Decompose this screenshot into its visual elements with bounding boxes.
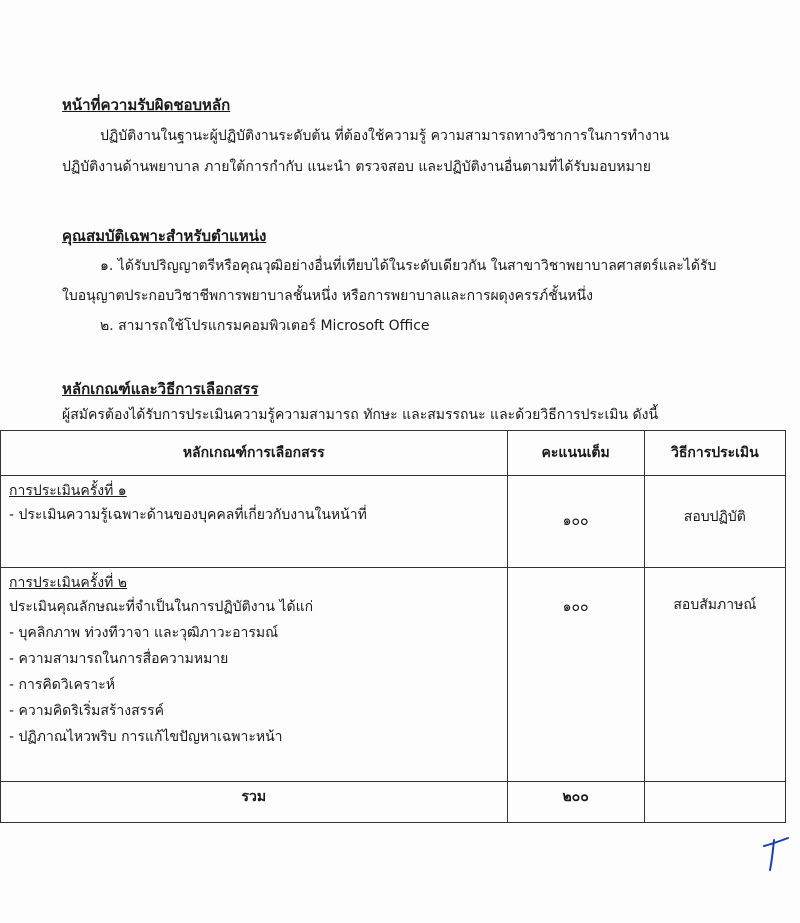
row2-line: - ความคิดริเริ่มสร้างสรรค์ [9,703,165,719]
total-method-empty [644,782,785,823]
header-full-score: คะแนนเต็ม [507,431,644,476]
criteria-intro: ผู้สมัครต้องได้รับการประเมินความรู้ความสามารถ ทักษะ และสมรรถนะ และด้วยวิธีการประเมิน ดังนี้ [62,407,659,423]
duties-heading: หน้าที่ความรับผิดชอบหลัก [62,96,231,114]
row2-score-cell [507,568,644,782]
row2-line: - ความสามารถในการสื่อความหมาย [9,651,229,667]
qualification-1-line-1: ๑. ได้รับปริญญาตรีหรือคุณวุฒิอย่างอื่นที่เทียบได้ในระดับเดียวกัน ในสาขาวิชาพยาบาลศาสตร์และได้รับ [100,258,717,274]
duties-line-2: ปฏิบัติงานด้านพยาบาล ภายใต้การกำกับ แนะนำ ตรวจสอบ และปฏิบัติงานอื่นตามที่ได้รับมอบหมาย [62,159,651,175]
row2-method: สอบสัมภาษณ์ [673,597,757,613]
table-header-row [1,431,786,476]
row1-method: สอบปฏิบัติ [683,509,746,525]
row1-desc: - ประเมินความรู้เฉพาะด้านของบุคคลที่เกี่ยวกับงานในหน้าที่ [9,507,367,523]
row2-line: - บุคลิกภาพ ท่วงทีวาจา และวุฒิภาวะอารมณ์ [9,625,279,641]
row2-method-cell [644,568,785,782]
table-row [1,476,786,568]
header-criteria: หลักเกณฑ์การเลือกสรร [1,431,508,476]
row1-score: ๑๐๐ [562,513,589,529]
criteria-heading: หลักเกณฑ์และวิธีการเลือกสรร [62,380,259,398]
duties-line-1: ปฏิบัติงานในฐานะผู้ปฏิบัติงานระดับต้น ที่ต้องใช้ความรู้ ความสามารถทางวิชาการในการทำงาน [100,128,670,144]
criteria-table [0,430,786,823]
row1-title: การประเมินครั้งที่ ๑ [9,483,127,499]
row2-line: - ปฏิภาณไหวพริบ การแก้ไขปัญหาเฉพาะหน้า [9,729,283,745]
row1-method-cell [644,476,785,568]
row2-score: ๑๐๐ [562,599,589,615]
row1-criteria-cell [1,476,508,568]
header-method: วิธีการประเมิน [644,431,785,476]
row2-line: ประเมินคุณลักษณะที่จำเป็นในการปฏิบัติงาน ได้แก่ [9,599,314,615]
total-label: รวม [1,782,508,823]
signature-mark [760,832,790,872]
total-score: ๒๐๐ [507,782,644,823]
total-row [1,782,786,823]
qualification-2: ๒. สามารถใช้โปรแกรมคอมพิวเตอร์ Microsoft Office [100,318,430,334]
row2-criteria-cell [1,568,508,782]
qualification-1-line-2: ใบอนุญาตประกอบวิชาชีพการพยาบาลชั้นหนึ่ง หรือการพยาบาลและการผดุงครรภ์ชั้นหนึ่ง [62,288,593,304]
row2-line: - การคิดวิเคราะห์ [9,677,115,693]
qualifications-heading: คุณสมบัติเฉพาะสำหรับตำแหน่ง [62,227,267,245]
table-row [1,568,786,782]
row1-score-cell [507,476,644,568]
row2-title: การประเมินครั้งที่ ๒ [9,575,127,591]
